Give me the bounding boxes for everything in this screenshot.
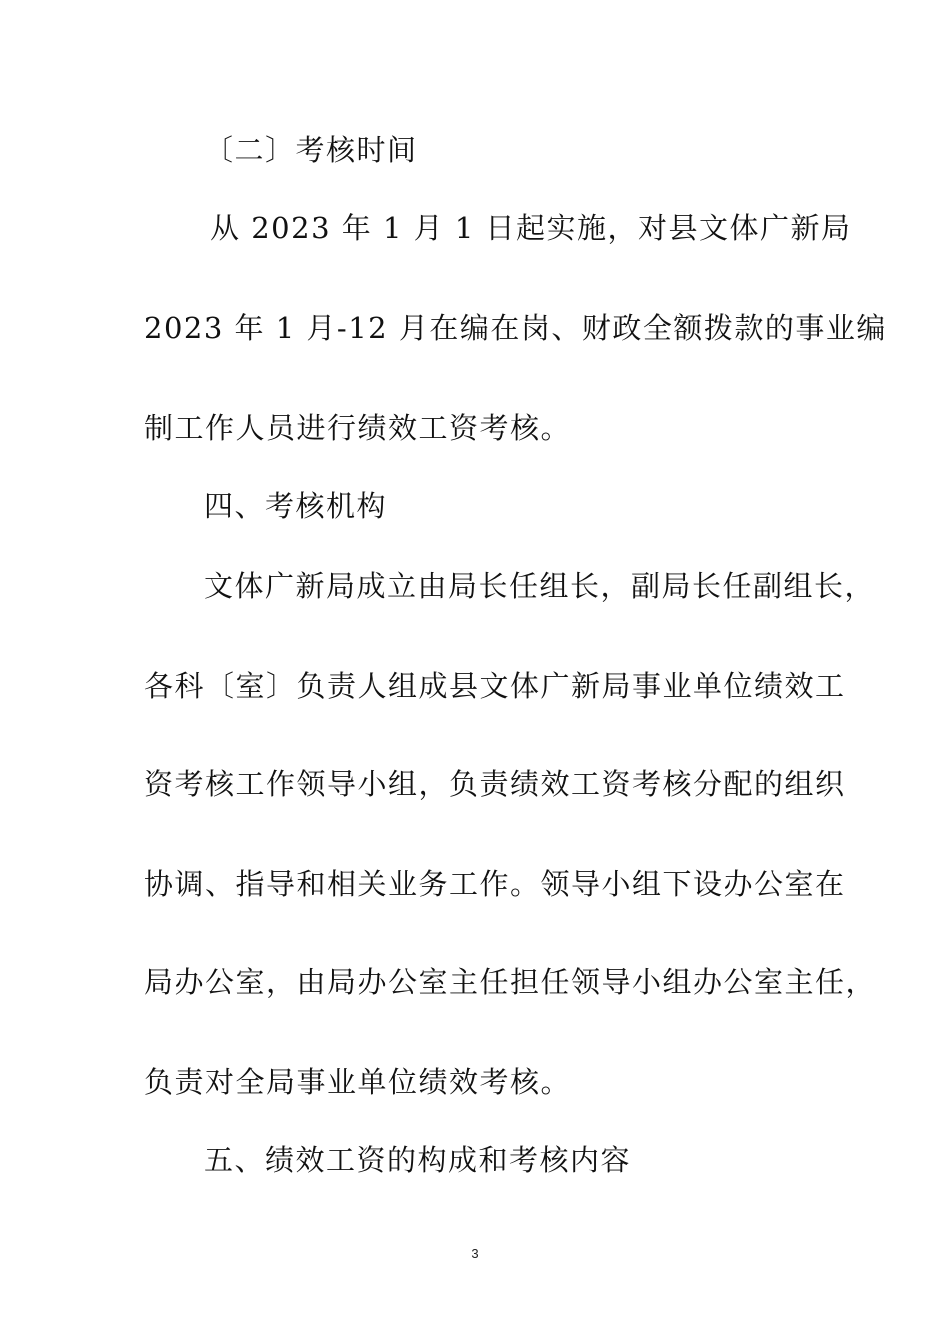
paragraph-line: 从 2023 年 1 月 1 日起实施，对县文体广新局 [210, 211, 852, 245]
paragraph-line: 局办公室，由局办公室主任担任领导小组办公室主任， [144, 965, 877, 999]
paragraph-line: 负责对全局事业单位绩效考核。 [144, 1065, 572, 1099]
page-number: 3 [471, 1246, 479, 1261]
section-heading-assessment-body: 四、考核机构 [204, 489, 388, 523]
section-heading-salary-composition: 五、绩效工资的构成和考核内容 [204, 1143, 632, 1177]
section-heading-assessment-time: 〔二〕考核时间 [204, 133, 418, 167]
paragraph-line: 文体广新局成立由局长任组长，副局长任副组长， [204, 569, 876, 603]
paragraph-line: 各科〔室〕负责人组成县文体广新局事业单位绩效工 [144, 669, 846, 703]
paragraph-line: 制工作人员进行绩效工资考核。 [144, 411, 572, 445]
paragraph-line: 协调、指导和相关业务工作。领导小组下设办公室在 [144, 867, 846, 901]
paragraph-line: 资考核工作领导小组，负责绩效工资考核分配的组织 [144, 767, 846, 801]
paragraph-line: 2023 年 1 月-12 月在编在岗、财政全额拨款的事业编 [144, 311, 887, 345]
